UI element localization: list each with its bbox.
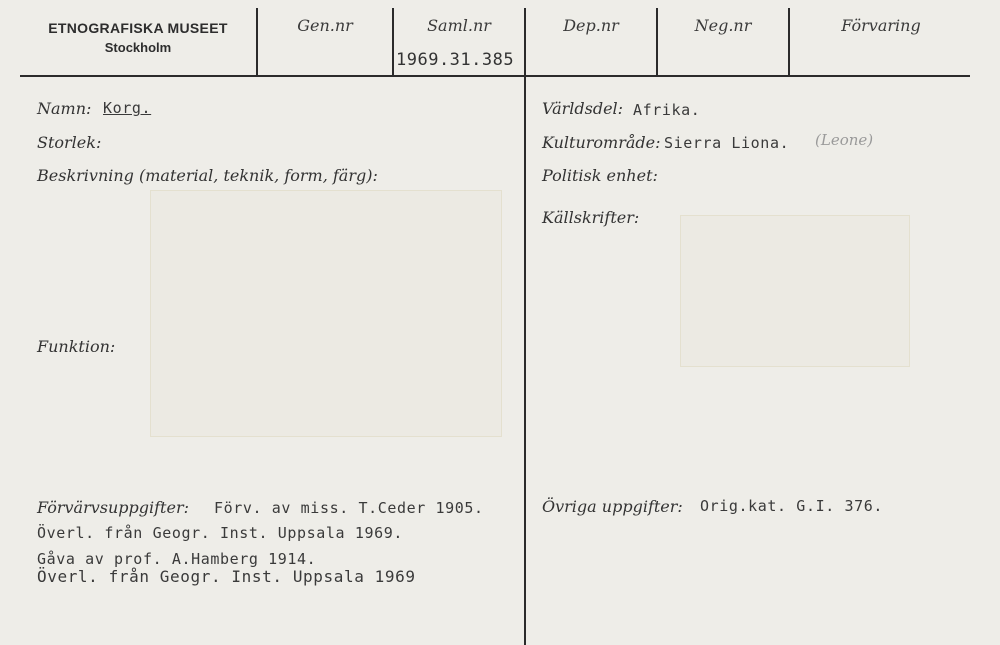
- varldsdel-label: Världsdel:: [542, 99, 624, 118]
- saml-nr-value: 1969.31.385: [396, 50, 515, 70]
- politisk-enhet-label: Politisk enhet:: [542, 166, 658, 185]
- paper-stain: [150, 190, 502, 437]
- kulturomrade-value: Sierra Liona.: [664, 134, 790, 152]
- gen-nr-cell: [258, 8, 392, 74]
- forvarv-label: Förvärvsuppgifter:: [37, 498, 189, 517]
- namn-label: Namn:: [37, 99, 92, 118]
- storlek-label: Storlek:: [37, 133, 102, 152]
- neg-nr-label: Neg.nr: [694, 16, 752, 35]
- header-divider: [20, 75, 970, 77]
- ovriga-value: Orig.kat. G.I. 376.: [700, 497, 883, 515]
- museum-name: ETNOGRAFISKA MUSEET: [48, 20, 228, 36]
- varldsdel-value: Afrika.: [633, 101, 701, 119]
- dep-nr-cell: [526, 8, 656, 74]
- museum-city: Stockholm: [104, 40, 172, 55]
- kallskrifter-label: Källskrifter:: [542, 208, 640, 227]
- dep-nr-label: Dep.nr: [563, 16, 619, 35]
- gen-nr-label: Gen.nr: [297, 16, 353, 35]
- forvarv-line: Förv. av miss. T.Ceder 1905.: [214, 499, 484, 517]
- forvaring-cell: [790, 8, 972, 74]
- forvaring-label: Förvaring: [841, 16, 921, 35]
- kulturomrade-label: Kulturområde:: [542, 133, 661, 152]
- kulturomrade-handwritten: (Leone): [815, 131, 874, 149]
- ovriga-label: Övriga uppgifter:: [542, 497, 683, 516]
- funktion-label: Funktion:: [37, 337, 116, 356]
- forvarv-line: Överl. från Geogr. Inst. Uppsala 1969: [37, 567, 416, 586]
- paper-stain: [680, 215, 910, 367]
- beskrivning-label: Beskrivning (material, teknik, form, färg):: [37, 166, 378, 185]
- namn-value: Korg.: [103, 99, 152, 117]
- saml-nr-label: Saml.nr: [427, 16, 491, 35]
- neg-nr-cell: [658, 8, 788, 74]
- forvarv-line: Överl. från Geogr. Inst. Uppsala 1969.: [37, 524, 403, 542]
- forvarv-line: Gåva av prof. A.Hamberg 1914.: [37, 550, 317, 568]
- body-divider: [524, 77, 526, 645]
- museum-header: [20, 20, 256, 55]
